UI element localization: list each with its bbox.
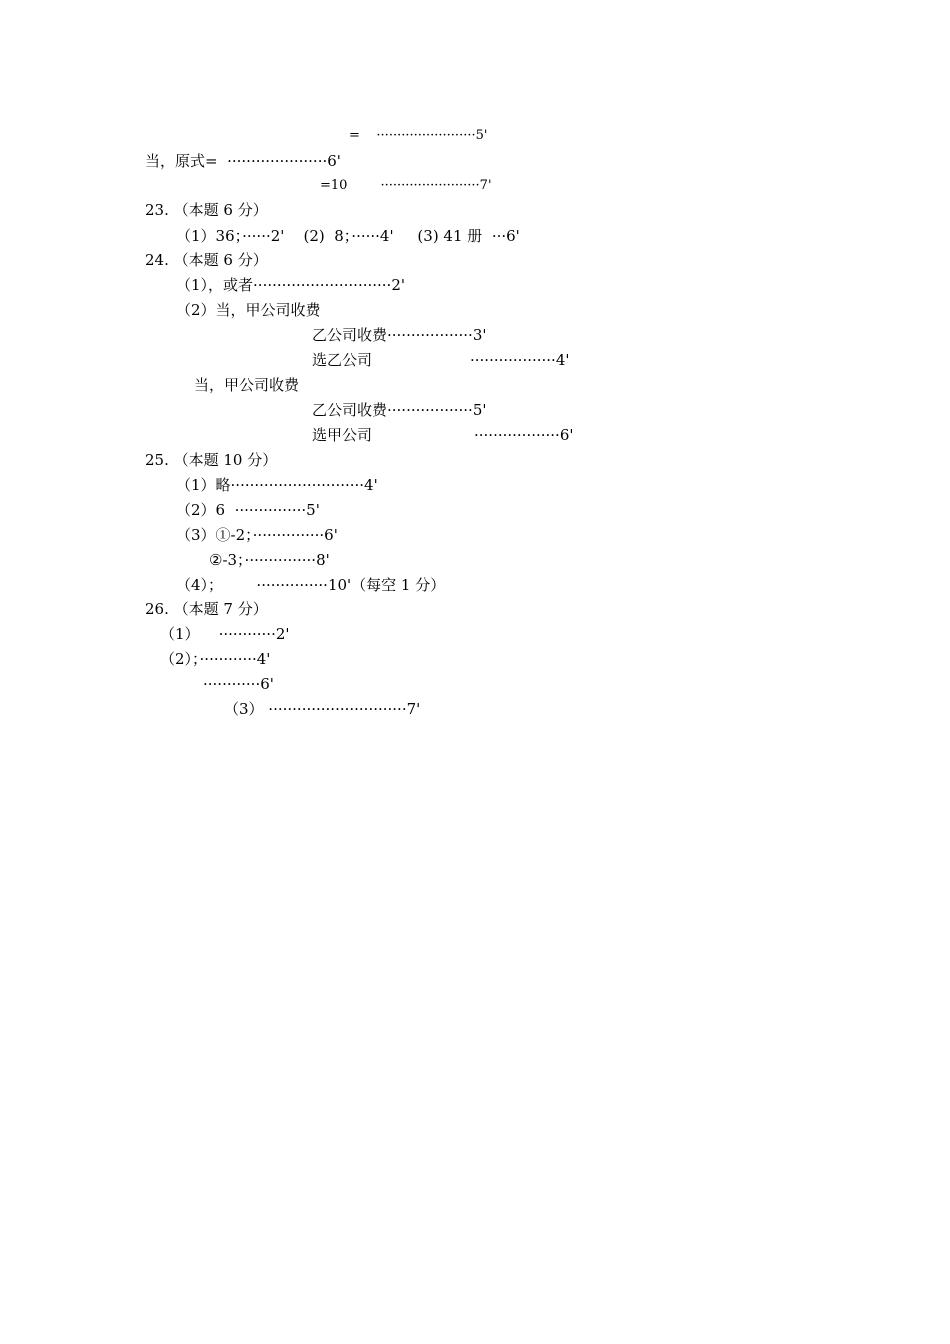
question-heading: 24. （本题 6 分） (145, 251, 268, 269)
answer-line: 选甲公司 (312, 426, 373, 444)
answer-line: （1）36；······2' (2) 8；······4' (3) 41 册 ···6' (176, 227, 520, 245)
question-heading: 25. （本题 10 分） (145, 451, 278, 469)
answer-line: （2）；············4' (160, 650, 271, 668)
answer-line: = ························5' (349, 128, 488, 143)
answer-line: （1） ············2' (160, 625, 290, 643)
answer-line: （2）当，甲公司收费 (176, 301, 321, 319)
answer-line: （2）6 ···············5' (176, 501, 320, 519)
answer-line: 乙公司收费··················3' (312, 326, 487, 344)
answer-line: （4）； ···············10'（每空 1 分） (176, 576, 446, 594)
answer-line: （1）略····························4' (176, 476, 378, 494)
answer-line: 当，甲公司收费 (194, 376, 300, 394)
answer-line: （3） ·····························7' (224, 700, 421, 718)
score-dots: ············6' (203, 675, 274, 693)
score-dots: ··················4' (470, 351, 570, 369)
question-heading: 26. （本题 7 分） (145, 600, 268, 618)
answer-line: 选乙公司 (312, 351, 373, 369)
answer-line: 乙公司收费··················5' (312, 401, 487, 419)
score-dots: ··················6' (474, 426, 574, 444)
question-heading: 23. （本题 6 分） (145, 201, 268, 219)
answer-line: （1），或者·····························2' (176, 276, 405, 294)
answer-line: =10 ························7' (320, 178, 492, 193)
answer-line: ②-3；···············8' (209, 551, 330, 569)
answer-line: （3）①-2；···············6' (176, 526, 338, 544)
answer-line: 当，原式= ·····················6' (145, 152, 341, 170)
